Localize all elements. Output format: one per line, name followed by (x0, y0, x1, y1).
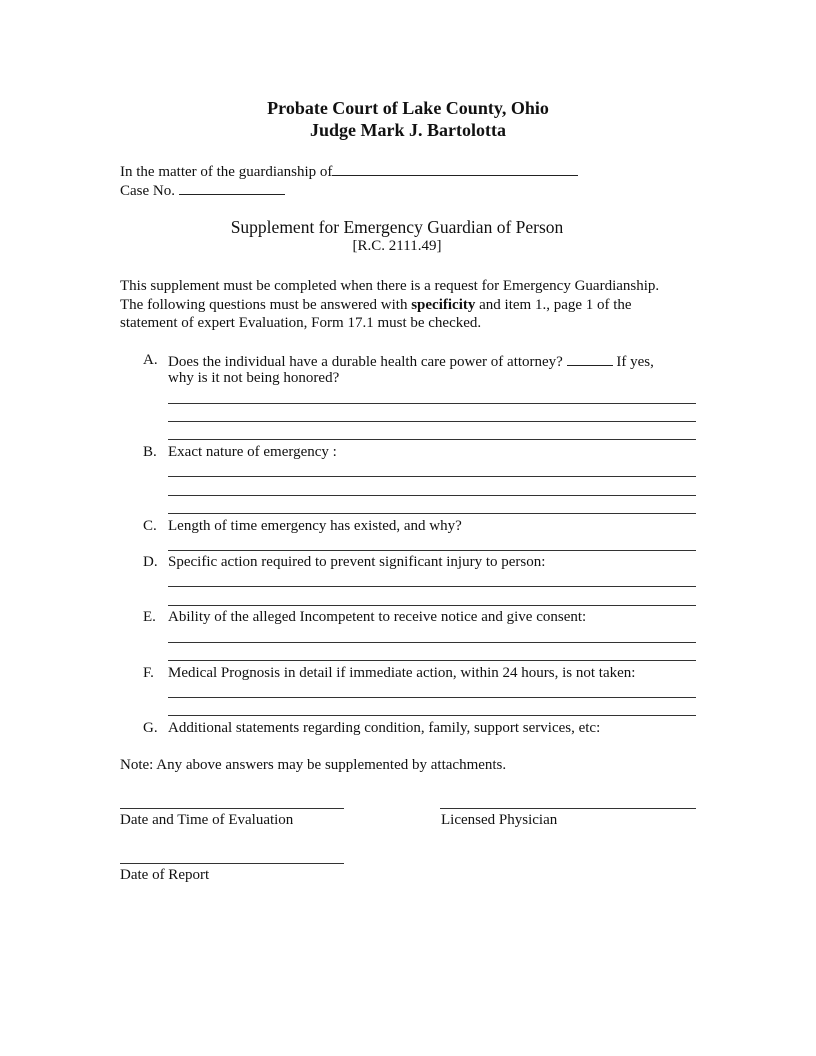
question-a-text-pre: Does the individual have a durable health care power of attorney? (168, 354, 563, 370)
question-e-answer-line-2[interactable] (168, 660, 696, 661)
question-a-text-post: If yes, (616, 354, 654, 370)
question-a-answer-line-2[interactable] (168, 421, 696, 422)
case-no-label: Case No. (120, 183, 175, 199)
question-c-text: Length of time emergency has existed, and why? (168, 518, 462, 534)
question-e-letter: E. (143, 609, 156, 625)
licensed-physician-signature-field[interactable] (440, 808, 696, 809)
question-e-answer-line-1[interactable] (168, 642, 696, 643)
question-f-answer-line-2[interactable] (168, 715, 696, 716)
question-a-yes-no-field[interactable] (567, 351, 613, 366)
question-a-letter: A. (143, 352, 158, 368)
question-b-text: Exact nature of emergency : (168, 444, 337, 460)
case-no-row (120, 180, 285, 200)
form-title: Supplement for Emergency Guardian of Person (230, 217, 564, 237)
intro-line-2-post: and item 1., page 1 of the (475, 297, 632, 313)
question-b-answer-line-2[interactable] (168, 495, 696, 496)
intro-line-3: statement of expert Evaluation, Form 17.1 must be checked. (120, 315, 482, 331)
question-a-text (168, 351, 654, 371)
question-e-text: Ability of the alleged Incompetent to receive notice and give consent: (168, 609, 587, 625)
guardianship-row (120, 161, 578, 181)
question-a-answer-line-3[interactable] (168, 439, 696, 440)
intro-line-1: This supplement must be completed when there is a request for Emergency Guardianship. (120, 278, 660, 294)
guardianship-field[interactable] (332, 161, 578, 176)
question-f-letter: F. (143, 665, 154, 681)
question-b-answer-line-1[interactable] (168, 476, 696, 477)
statute-reference: [R.C. 2111.49] (352, 238, 442, 254)
intro-line-2-pre: The following questions must be answered with (120, 297, 412, 313)
court-name: Probate Court of Lake County, Ohio (267, 98, 549, 118)
question-d-letter: D. (143, 554, 158, 570)
question-d-answer-line-2[interactable] (168, 605, 696, 606)
date-of-report-field[interactable] (120, 863, 344, 864)
question-a-text-line-2: why is it not being honored? (168, 370, 340, 386)
question-d-answer-line-1[interactable] (168, 586, 696, 587)
case-no-field[interactable] (179, 180, 285, 195)
question-g-text: Additional statements regarding condition, family, support services, etc: (168, 720, 601, 736)
date-time-evaluation-field[interactable] (120, 808, 344, 809)
question-f-text: Medical Prognosis in detail if immediate action, within 24 hours, is not taken: (168, 665, 636, 681)
question-f-answer-line-1[interactable] (168, 697, 696, 698)
attachments-note: Note: Any above answers may be supplemented by attachments. (120, 757, 507, 773)
question-b-letter: B. (143, 444, 157, 460)
specificity-emphasis: specificity (411, 297, 476, 313)
judge-name: Judge Mark J. Bartolotta (310, 120, 506, 140)
question-g-letter: G. (143, 720, 158, 736)
date-time-evaluation-label: Date and Time of Evaluation (120, 812, 294, 828)
question-d-text: Specific action required to prevent significant injury to person: (168, 554, 546, 570)
date-of-report-label: Date of Report (120, 867, 210, 883)
question-a-answer-line-1[interactable] (168, 403, 696, 404)
intro-line-2 (120, 296, 632, 314)
question-c-answer-line-1[interactable] (168, 550, 696, 551)
licensed-physician-label: Licensed Physician (441, 812, 558, 828)
guardianship-label: In the matter of the guardianship of (120, 164, 333, 180)
question-b-answer-line-3[interactable] (168, 513, 696, 514)
question-c-letter: C. (143, 518, 157, 534)
